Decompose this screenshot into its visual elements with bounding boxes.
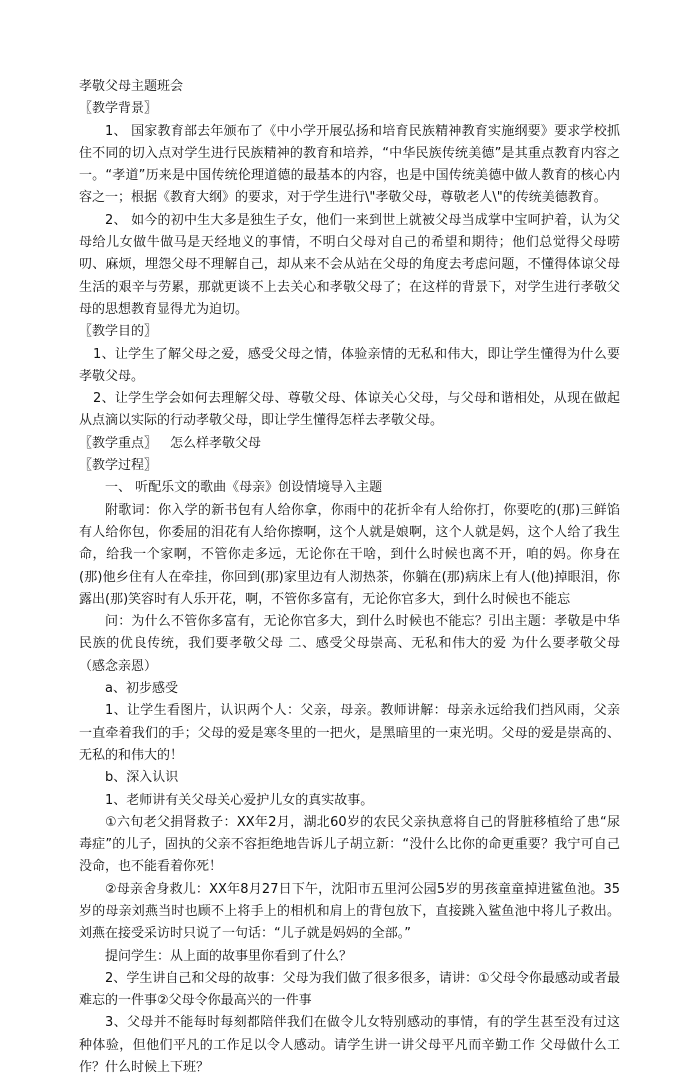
background-paragraph-2: 2、 如今的初中生大多是独生子女，他们一来到世上就被父母当成掌中宝呵护着，认为父母给儿女做牛做马是天经地义的事情，不明白父母对自己的希望和期待；他们总觉得父母唠叨、麻烦，埋怨父母不理解自己，却从来不会从站在父母的角度去考虑问题，不懂得体谅父母生活的艰辛与劳累，那就更谈不上去关心和孝敬父母了；在这样的背景下，对学生进行孝敬父母的思想教育显得尤为迫切。 — [79, 212, 620, 317]
subsection-b-header: b、深入认识 — [105, 770, 179, 786]
document-page — [79, 76, 620, 1079]
goal-paragraph-1: 1、让学生了解父母之爱，感受父母之情，体验亲情的无私和伟大，即让学生懂得为什么要孝敬父母。 — [79, 346, 620, 384]
key-header-label: 〖教学重点〗 — [79, 435, 158, 451]
song-lyrics: 附歌词：你入学的新书包有人给你拿，你雨中的花折伞有人给你打，你要吃的(那)三鲜馅有人给你包，你委屈的泪花有人给你擦啊，这个人就是娘啊，这个人就是妈，这个人给了我生命，给我一个家啊，不管你走多远，无论你在干啥，到什么时候也离不开，咱的妈。你身在(那)他乡住有人在牵挂，你回到(那)家里边有人沏热茶，你躺在(那)病床上有人(他)掉眼泪，你露出(那)笑容时有人乐开花，啊，不管你多富有，无论你官多大，到什么时候也不能忘 — [79, 502, 620, 607]
subsection-a-header: a、初步感受 — [105, 681, 178, 697]
key-point-text: 怎么样孝敬父母 — [170, 435, 262, 451]
ask-students: 提问学生：从上面的故事里你看到了什么？ — [105, 948, 353, 964]
subsection-b-paragraph-1: 1、老师讲有关父母关心爱护儿女的真实故事。 — [105, 792, 374, 808]
section-header-process: 〖教学过程〗 — [79, 458, 158, 474]
subsection-b-paragraph-2: 2、学生讲自己和父母的故事：父母为我们做了很多很多，请讲：①父母令你最感动或者最难忘的一件事②父母令你最高兴的一件事 — [79, 970, 620, 1009]
section-header-background: 〖教学背景〗 — [79, 101, 158, 117]
section-header-key — [79, 433, 620, 455]
question-paragraph: 问：为什么不管你多富有，无论你官多大，到什么时候也不能忘？引出主题：孝敬是中华民族的优良传统，我们要孝敬父母 二、感受父母崇高、无私和伟大的爱 为什么要孝敬父母（感念亲恩） — [79, 614, 620, 674]
process-step-1: 一、 听配乐文的歌曲《母亲》创设情境导入主题 — [105, 480, 383, 496]
subsection-a-paragraph-1: 1、让学生看图片，认识两个人：父亲，母亲。教师讲解：母亲永远给我们挡风雨，父亲一直牵着我们的手；父母的爱是寒冬里的一把火，是黑暗里的一束光明。父母的爱是崇高的、无私的和伟大的！ — [79, 703, 620, 763]
document-title: 孝敬父母主题班会 — [79, 79, 184, 94]
subsection-b-paragraph-3: 3、父母并不能每时每刻都陪伴我们在做令儿女特别感动的事情，有的学生甚至没有过这种体验，但他们平凡的工作足以令人感动。请学生讲一讲父母平凡而辛勤工作 父母做什么工作？什么时候上下班？ — [79, 1015, 620, 1076]
goal-paragraph-2: 2、让学生学会如何去理解父母、尊敬父母、体谅关心父母，与父母和谐相处，从现在做起从点滴以实际的行动孝敬父母，即让学生懂得怎样去孝敬父母。 — [79, 391, 620, 429]
story-1: ①六旬老父捐肾救子：XX年2月，湖北60岁的农民父亲执意将自己的肾脏移植给了患“尿毒症”的儿子，固执的父亲不容拒绝地告诉儿子胡立新：“没什么比你的命更重要？我宁可自己没命，也不能看着你死！ — [79, 814, 620, 875]
background-paragraph-1: 1、 国家教育部去年颁布了《中小学开展弘扬和培育民族精神教育实施纲要》要求学校抓住不同的切入点对学生进行民族精神的教育和培养，“中华民族传统美德”是其重点教育内容之一。“孝道”历来是中国传统伦理道德的最基本的内容，也是中国传统美德中做人教育的核心内容之一；根据《教育大纲》的要求，对于学生进行\"孝敬父母，尊敬老人\"的传统美德教育。 — [79, 123, 620, 206]
story-2: ②母亲舍身救儿：XX年8月27日下午，沈阳市五里河公园5岁的男孩童童掉进鲨鱼池。35岁的母亲刘燕当时也顾不上将手上的相机和肩上的背包放下，直接跳入鲨鱼池中将儿子救出。刘燕在接受采访时只说了一句话：“儿子就是妈妈的全部。” — [79, 881, 620, 942]
section-header-goal: 〖教学目的〗 — [79, 324, 158, 340]
